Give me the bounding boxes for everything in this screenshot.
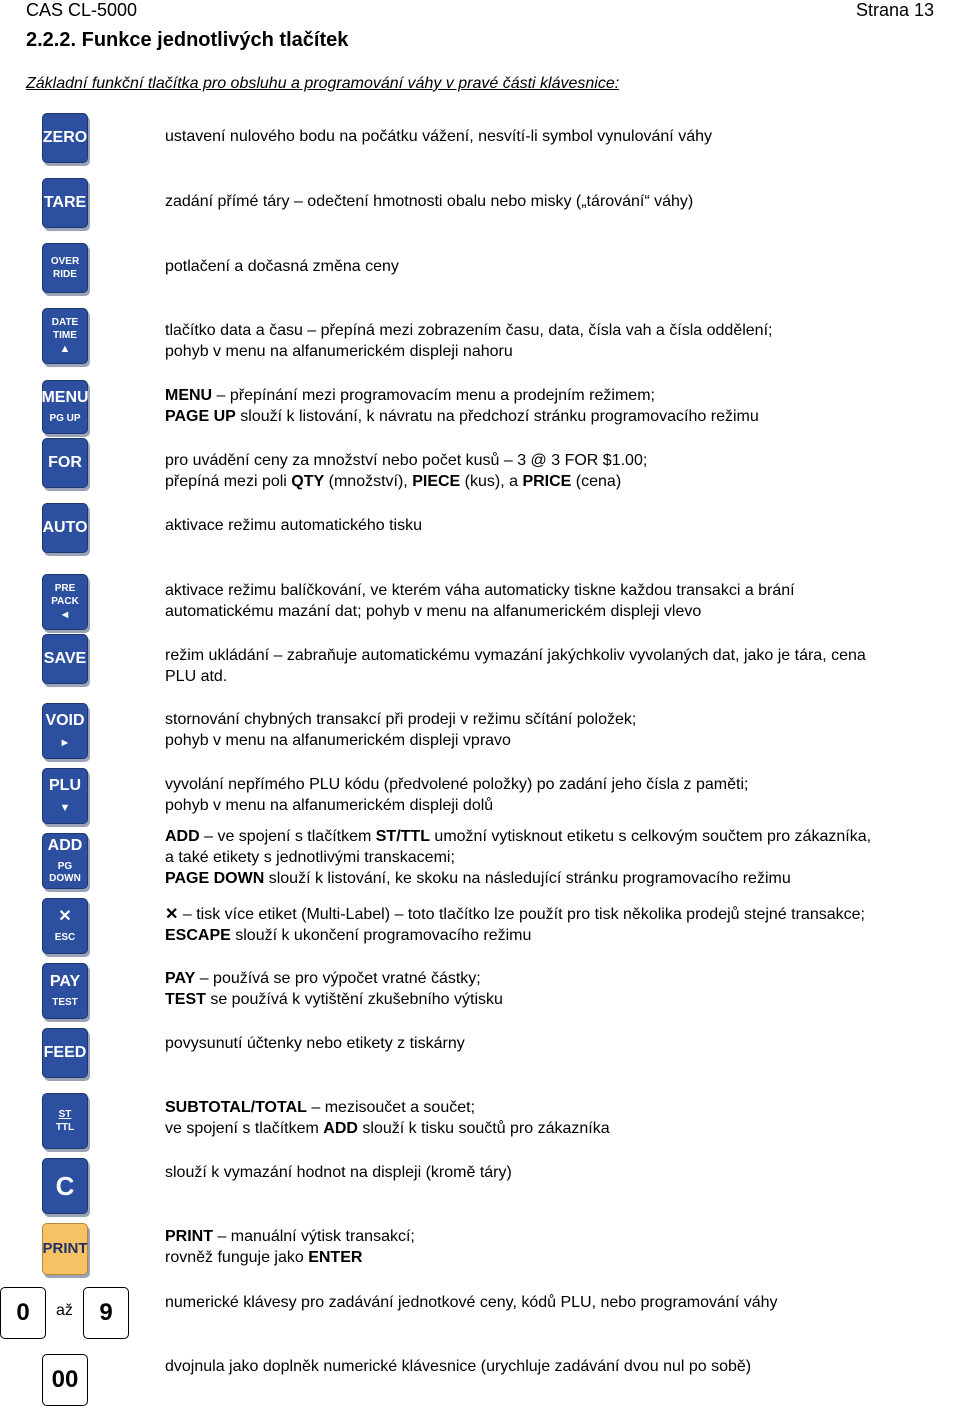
save-key: [42, 634, 88, 684]
prepack-key: [42, 574, 88, 630]
pay-desc-line1: [165, 968, 960, 989]
feed-key-label: FEED: [43, 1044, 87, 1061]
save-key-label: SAVE: [43, 650, 87, 667]
menu-key: [42, 380, 88, 434]
void-desc-line2: pohyb v menu na alfanumerickém displeji vpravo: [165, 732, 511, 749]
for-desc-a: přepíná mezi poli: [165, 473, 292, 490]
digit-0-label: 0: [16, 1299, 30, 1326]
close-icon: ✕: [58, 908, 72, 925]
escape-desc-bold: ESCAPE: [165, 927, 231, 944]
pay-description: [165, 968, 960, 1010]
add-key-label: ADD: [47, 837, 83, 854]
for-key-label: FOR: [48, 454, 82, 471]
pay-key-label: PAY: [49, 973, 81, 990]
multi-label-description: [165, 904, 960, 946]
feed-key: [42, 1028, 88, 1078]
prepack-desc-line1: aktivace režimu balíčkování, ve kterém váha automaticky tiskne každou transakci a brání: [165, 582, 795, 599]
pgdown-desc-bold: PAGE DOWN: [165, 870, 265, 887]
section-title: 2.2.2. Funkce jednotlivých tlačítek: [26, 29, 349, 51]
st-ttl-description: [165, 1097, 960, 1139]
plu-key-label: PLU: [49, 777, 81, 794]
zero-key: [42, 113, 88, 163]
pay-desc-line2: [165, 989, 960, 1010]
plu-description: [165, 774, 960, 816]
digit-0-key: [0, 1287, 46, 1339]
menu-desc-line1: [165, 385, 960, 406]
time-key-label: TIME: [53, 330, 77, 341]
menu-key-label: MENU: [41, 389, 89, 406]
auto-key: [42, 503, 88, 553]
for-key: [42, 438, 88, 488]
tare-description: zadání přímé táry – odečtení hmotnosti obalu nebo misky („tárování“ váhy): [165, 193, 694, 210]
override-key-label2: RIDE: [53, 269, 77, 280]
add-key: [42, 833, 88, 889]
date-time-description: [165, 320, 960, 362]
pay-desc-bold: PAY: [165, 970, 196, 987]
add-desc-b: umožní vytisknout etiketu s celkovým součtem pro zákazníka,: [429, 828, 872, 845]
add-desc-line2: a také etikety s jednotlivými transkacemi;: [165, 849, 455, 866]
date-time-desc-line2: pohyb v menu na alfanumerickém displeji nahoru: [165, 343, 513, 360]
void-key: [42, 703, 88, 759]
save-description: [165, 645, 960, 687]
price-bold: PRICE: [522, 473, 572, 490]
add-desc-a: – ve spojení s tlačítkem: [199, 828, 376, 845]
override-key-label1: OVER: [50, 256, 80, 267]
qty-bold: QTY: [291, 473, 325, 490]
auto-key-label: AUTO: [42, 519, 88, 536]
pgup-desc-bold: PAGE UP: [165, 408, 236, 425]
arrow-up-icon: ▲: [59, 343, 71, 355]
plu-desc-line2: pohyb v menu na alfanumerickém displeji dolů: [165, 797, 494, 814]
for-desc-d: (cena): [571, 473, 622, 490]
st-ttl-desc-a: ve spojení s tlačítkem: [165, 1120, 324, 1137]
zero-description: ustavení nulového bodu na počátku vážení, nesvítí-li symbol vynulování váhy: [165, 128, 712, 145]
tare-key-label: TARE: [43, 194, 87, 211]
double-zero-description: dvojnula jako doplněk numerické klávesnice (urychluje zadávání dvou nul po sobě): [165, 1358, 752, 1375]
tare-key: [42, 178, 88, 228]
test-desc-bold: TEST: [165, 991, 206, 1008]
void-description: [165, 709, 960, 751]
for-desc-c: (kus), a: [460, 473, 523, 490]
save-desc-line1: režim ukládání – zabraňuje automatickému vymazání jakýchkoliv vyvolaných dat, jako je tára, cena: [165, 647, 866, 664]
ttl-key-label: TTL: [55, 1122, 75, 1133]
multi-label-desc-line1: [165, 904, 960, 925]
prepack-key-label1: PRE: [54, 583, 76, 594]
plu-desc-line1: vyvolání nepřímého PLU kódu (předvolené položky) po zadání jeho čísla z paměti;: [165, 776, 749, 793]
st-ttl-desc-line1: [165, 1097, 960, 1118]
st-ttl-desc-line2: [165, 1118, 960, 1139]
double-zero-key: [42, 1354, 88, 1406]
subtotal-desc-bold: SUBTOTAL/TOTAL: [165, 1099, 307, 1116]
clear-key-label: C: [55, 1170, 75, 1201]
page-header-left: CAS CL-5000: [26, 0, 138, 20]
pay-key: [42, 963, 88, 1019]
digit-9-key: [83, 1287, 129, 1339]
prepack-key-label2: PACK: [51, 596, 79, 607]
esc-key-label: ESC: [54, 932, 76, 943]
arrow-right-icon: ►: [59, 737, 71, 749]
arrow-down-icon: ▼: [59, 802, 71, 814]
print-desc-line2: [165, 1247, 960, 1268]
multi-label-desc-line2: [165, 925, 960, 946]
enter-desc-bold: ENTER: [308, 1249, 363, 1266]
clear-key: [42, 1158, 88, 1214]
add-description: [165, 826, 960, 889]
menu-description: [165, 385, 960, 427]
subtotal-desc-text: – mezisoučet a součet;: [306, 1099, 476, 1116]
cross-icon: ✕: [165, 906, 179, 923]
double-zero-label: 00: [51, 1366, 79, 1393]
piece-bold: PIECE: [412, 473, 461, 490]
for-desc-line2: [165, 471, 960, 492]
prepack-desc-line2: automatickému mazání dat; pohyb v menu na alfanumerickém displeji vlevo: [165, 603, 702, 620]
pgup-key-label: PG UP: [49, 413, 81, 424]
print-key-label: PRINT: [42, 1240, 88, 1257]
plu-key: [42, 768, 88, 824]
print-key: [42, 1223, 88, 1275]
numeric-description: numerické klávesy pro zadávání jednotkové ceny, kódů PLU, nebo programování váhy: [165, 1294, 778, 1311]
escape-desc-text: slouží k ukončení programovacího režimu: [230, 927, 532, 944]
void-desc-line1: stornování chybných transakcí při prodeji v režimu sčítání položek;: [165, 711, 637, 728]
print-desc-text: – manuální výtisk transakcí;: [213, 1228, 415, 1245]
override-key: [42, 243, 88, 293]
auto-description: aktivace režimu automatického tisku: [165, 517, 422, 534]
multi-label-desc-text: – tisk více etiket (Multi-Label) – toto tlačítko lze použít pro tisk několika prodejů stejné transakce;: [178, 906, 865, 923]
menu-desc-text: – přepínání mezi programovacím menu a prodejním režimem;: [212, 387, 655, 404]
feed-description: povysunutí účtenky nebo etikety z tiskárny: [165, 1035, 465, 1052]
void-key-label: VOID: [45, 712, 85, 729]
print-desc-a: rovněž funguje jako: [165, 1249, 309, 1266]
add-desc-bold: ADD: [165, 828, 200, 845]
print-desc-line1: [165, 1226, 960, 1247]
pgdown-desc-text: slouží k listování, ke skoku na následující stránku programovacího režimu: [264, 870, 791, 887]
print-desc-bold: PRINT: [165, 1228, 213, 1245]
test-desc-text: se používá k vytištění zkušebního výtisku: [205, 991, 503, 1008]
st-ttl-bold: ST/TTL: [375, 828, 430, 845]
pay-desc-text: – používá se pro výpočet vratné částky;: [195, 970, 481, 987]
date-time-desc-line1: tlačítko data a času – přepíná mezi zobrazením času, data, čísla vah a čísla oddělení;: [165, 322, 773, 339]
pgup-desc-text: slouží k listování, k návratu na předchozí stránku programovacího režimu: [235, 408, 759, 425]
page-number: Strana 13: [855, 0, 934, 20]
zero-key-label: ZERO: [42, 129, 88, 146]
test-key-label: TEST: [52, 997, 78, 1008]
pgdown-key-label: PG DOWN: [49, 861, 81, 884]
for-desc-line1: pro uvádění ceny za množství nebo počet kusů – 3 @ 3 FOR $1.00;: [165, 452, 648, 469]
menu-desc-line2: [165, 406, 960, 427]
menu-desc-bold: MENU: [165, 387, 213, 404]
override-description: potlačení a dočasná změna ceny: [165, 258, 399, 275]
digit-9-label: 9: [99, 1299, 113, 1326]
range-connector: až: [56, 1302, 73, 1319]
add-ref-bold: ADD: [323, 1120, 358, 1137]
multi-label-key: [42, 898, 88, 954]
intro-text: Základní funkční tlačítka pro obsluhu a programování váhy v pravé části klávesnice:: [26, 75, 620, 92]
for-description: [165, 450, 960, 492]
for-desc-b: (množství),: [324, 473, 413, 490]
prepack-description: [165, 580, 960, 622]
st-ttl-key: [42, 1093, 88, 1149]
st-key-label: ST: [58, 1109, 72, 1120]
arrow-left-icon: ◄: [59, 609, 71, 621]
date-time-key: [42, 308, 88, 364]
st-ttl-desc-b: slouží k tisku součtů pro zákazníka: [357, 1120, 610, 1137]
clear-description: slouží k vymazání hodnot na displeji (kromě táry): [165, 1164, 512, 1181]
print-description: [165, 1226, 960, 1268]
save-desc-line2: PLU atd.: [165, 668, 228, 685]
add-desc-line1: [165, 826, 960, 847]
date-key-label: DATE: [51, 317, 79, 328]
add-desc-line3: [165, 868, 960, 889]
